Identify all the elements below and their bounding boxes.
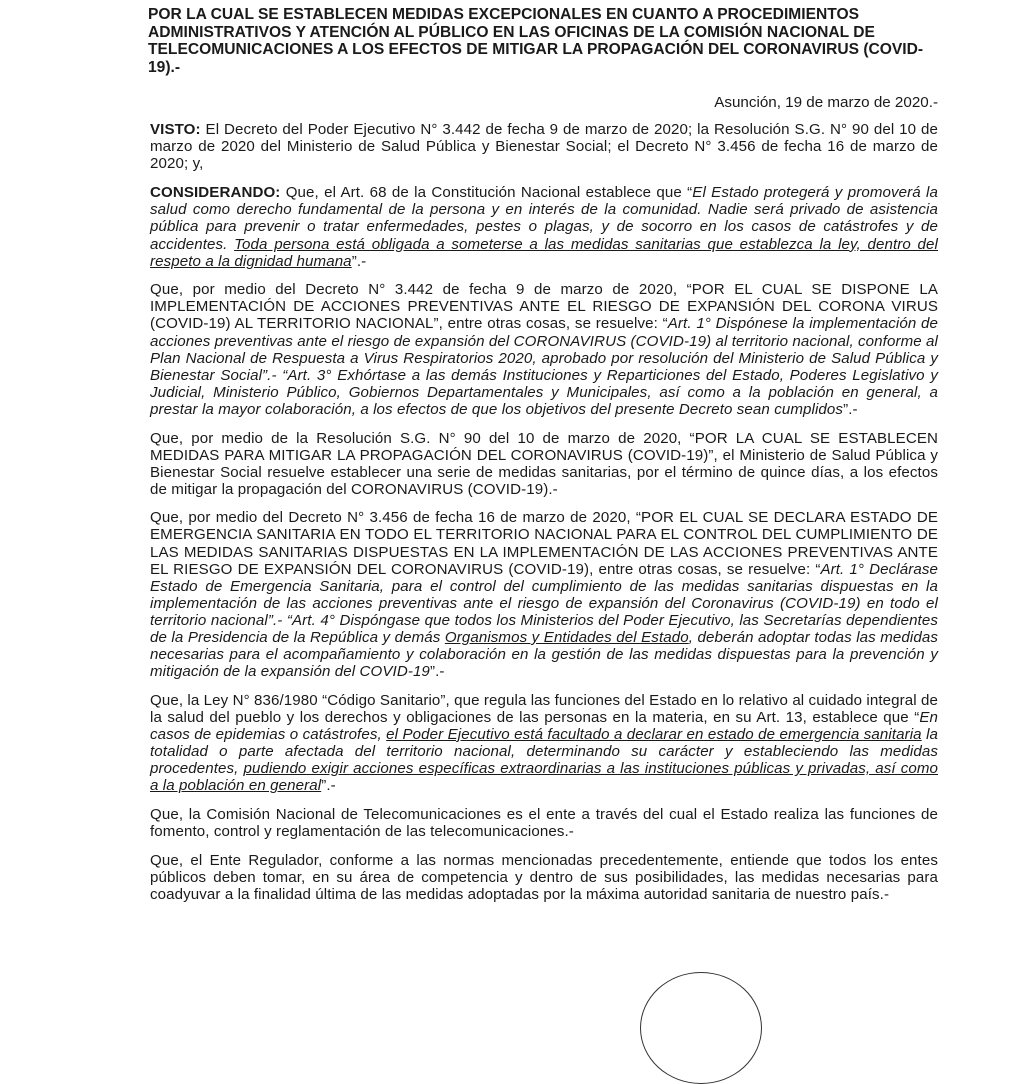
ley-836-quote-underlined-2: pudiendo exigir acciones específicas extraordinarias a las instituciones públicas y privadas, así como a la población en general xyxy=(150,760,939,795)
decreto-3442-paragraph xyxy=(150,281,938,418)
document-title: POR LA CUAL SE ESTABLECEN MEDIDAS EXCEPCIONALES EN CUANTO A PROCEDIMIENTOS ADMINISTRATIVOS Y ATENCIÓN AL PÚBLICO EN LAS OFICINAS DE LA COMISIÓN NACIONAL DE TELECOMUNICACIONES A LOS EFECTOS DE MITIGAR LA PROPAGACIÓN DEL CORONAVIRUS (COVID-19).- xyxy=(148,6,924,76)
ley-836-quote-underlined-1: el Poder Ejecutivo está facultado a declarar en estado de emergencia sanitaria xyxy=(386,726,922,743)
decreto-3456-intro: Que, por medio del Decreto N° 3.456 de fecha 16 de marzo de 2020, “POR EL CUAL SE DECLARA ESTADO DE EMERGENCIA SANITARIA EN TODO EL TERRITORIO NACIONAL PARA EL CONTROL DEL CUMPLIMIENTO DE LAS MEDIDAS SANITARIAS DISPUESTAS EN LA IMPLEMENTACIÓN DE LAS ACCIONES PREVENTIVAS ANTE EL RIESGO DE EXPANSIÓN DEL CORONAVIRUS (COVID-19), entre otras cosas, se resuelve: “ xyxy=(150,509,938,578)
decreto-3456-paragraph xyxy=(150,509,938,680)
decreto-3442-intro: Que, por medio del Decreto N° 3.442 de fecha 9 de marzo de 2020, “POR EL CUAL SE DISPONE LA IMPLEMENTACIÓN DE ACCIONES PREVENTIVAS ANTE EL RIESGO DE EXPANSIÓN DEL CORONA VIRUS (COVID-19) AL TERRITORIO NACIONAL”, entre otras cosas, se resuelve: “ xyxy=(150,281,938,333)
constitution-quote: El Estado protegerá y promoverá la salud como derecho fundamental de la persona y en interés de la comunidad. Nadie será privado de asistencia pública para prevenir o tratar enfermedades, pestes o plagas, y de socorro en los casos de catástrofes y de accidentes. xyxy=(150,184,938,253)
decreto-3442-quote: Art. 1° Dispónese la implementación de acciones preventivas ante el riesgo de expansión del CORONAVIRUS (COVID-19) al territorio nacional, conforme al Plan Nacional de Respuesta a Virus Respiratorios 2020, aprobado por resolución del Ministerio de Salud Pública y Bienestar Social”.- “Art. 3° Exhórtase a las demás Instituciones y Reparticiones del Estado, Poderes Legislativo y Judicial, Ministerio Público, Gobiernos Departamentales y Municipales, así como a la población en general, a prestar la mayor colaboración, a los efectos de que los objetivos del presente Decreto sean cumplidos xyxy=(150,315,938,418)
considerando-end: ”.- xyxy=(351,252,367,270)
ley-836-intro: Que, la Ley N° 836/1980 “Código Sanitario”, que regula las funciones del Estado en lo relativo al cuidado integral de la salud del pueblo y los derechos y obligaciones de las personas en la materia, en su Art. 13, establece que “ xyxy=(150,691,939,726)
considerando-intro: Que, el Art. 68 de la Constitución Nacional establece que “ xyxy=(285,184,693,202)
considerando-label: CONSIDERANDO: xyxy=(150,184,281,202)
decreto-3456-quote-underlined: Organismos y Entidades del Estado xyxy=(444,629,689,647)
ley-836-end: ”.- xyxy=(321,777,336,795)
conatel-paragraph: Que, la Comisión Nacional de Telecomunicaciones es el ente a través del cual el Estado realiza las funciones de fomento, control y reglamentación de las telecomunicaciones.- xyxy=(150,805,938,840)
ley-836-paragraph xyxy=(150,692,938,795)
visto-label: VISTO: xyxy=(150,121,201,138)
decreto-3442-end: ”.- xyxy=(843,400,858,418)
ley-836-quote-2: la totalidad o parte afectada del territorio nacional, determinando su carácter y estableciendo las medidas procedentes, xyxy=(150,726,939,778)
document-date: Asunción, 19 de marzo de 2020.- xyxy=(714,94,938,111)
constitution-quote-underlined: Toda persona está obligada a someterse a las medidas sanitarias que establezca la ley, dentro del respeto a la dignidad humana xyxy=(150,235,938,270)
document-body xyxy=(150,121,938,914)
ente-regulador-paragraph: Que, el Ente Regulador, conforme a las normas mencionadas precedentemente, entiende que todos los entes públicos deben tomar, en su área de competencia y dentro de sus posibilidades, las medidas necesarias para coadyuvar a la finalidad última de las medidas adoptadas por la máxima autoridad sanitaria de nuestro país.- xyxy=(150,851,938,903)
visto-text: El Decreto del Poder Ejecutivo N° 3.442 de fecha 9 de marzo de 2020; la Resolución S.G. N° 90 del 10 de marzo de 2020 del Ministerio de Salud Pública y Bienestar Social; el Decreto N° 3.456 de fecha 16 de marzo de 2020; y, xyxy=(150,121,938,173)
ley-836-quote-1: En casos de epidemias o catástrofes, xyxy=(150,708,938,743)
decreto-3456-end: ”.- xyxy=(429,663,445,681)
visto-paragraph xyxy=(150,121,938,172)
official-seal-stamp xyxy=(640,972,762,1084)
considerando-paragraph xyxy=(150,184,938,269)
resolucion-90-paragraph: Que, por medio de la Resolución S.G. N° 90 del 10 de marzo de 2020, “POR LA CUAL SE ESTABLECEN MEDIDAS PARA MITIGAR LA PROPAGACIÓN DEL CORONAVIRUS (COVID-19)”, el Ministerio de Salud Pública y Bienestar Social resuelve establecer una serie de medidas sanitarias, por el término de quince días, a los efectos de mitigar la propagación del CORONAVIRUS (COVID-19).- xyxy=(150,429,938,498)
decreto-3456-quote-2: , deberán adoptar todas las medidas necesarias para el acompañamiento y colaboración en la gestión de las medidas dispuestas para la prevención y mitigación de la expansión del COVID-19 xyxy=(150,629,938,681)
decreto-3456-quote-1: Art. 1° Declárase Estado de Emergencia Sanitaria, para el control del cumplimiento de las medidas sanitarias dispuestas en la implementación de las acciones preventivas ante el riesgo de expansión del Coronavirus (COVID-19) en todo el territorio nacional”.- “Art. 4° Dispóngase que todos los Ministerios del Poder Ejecutivo, las Secretarías dependientes de la Presidencia de la República y demás xyxy=(150,560,939,647)
